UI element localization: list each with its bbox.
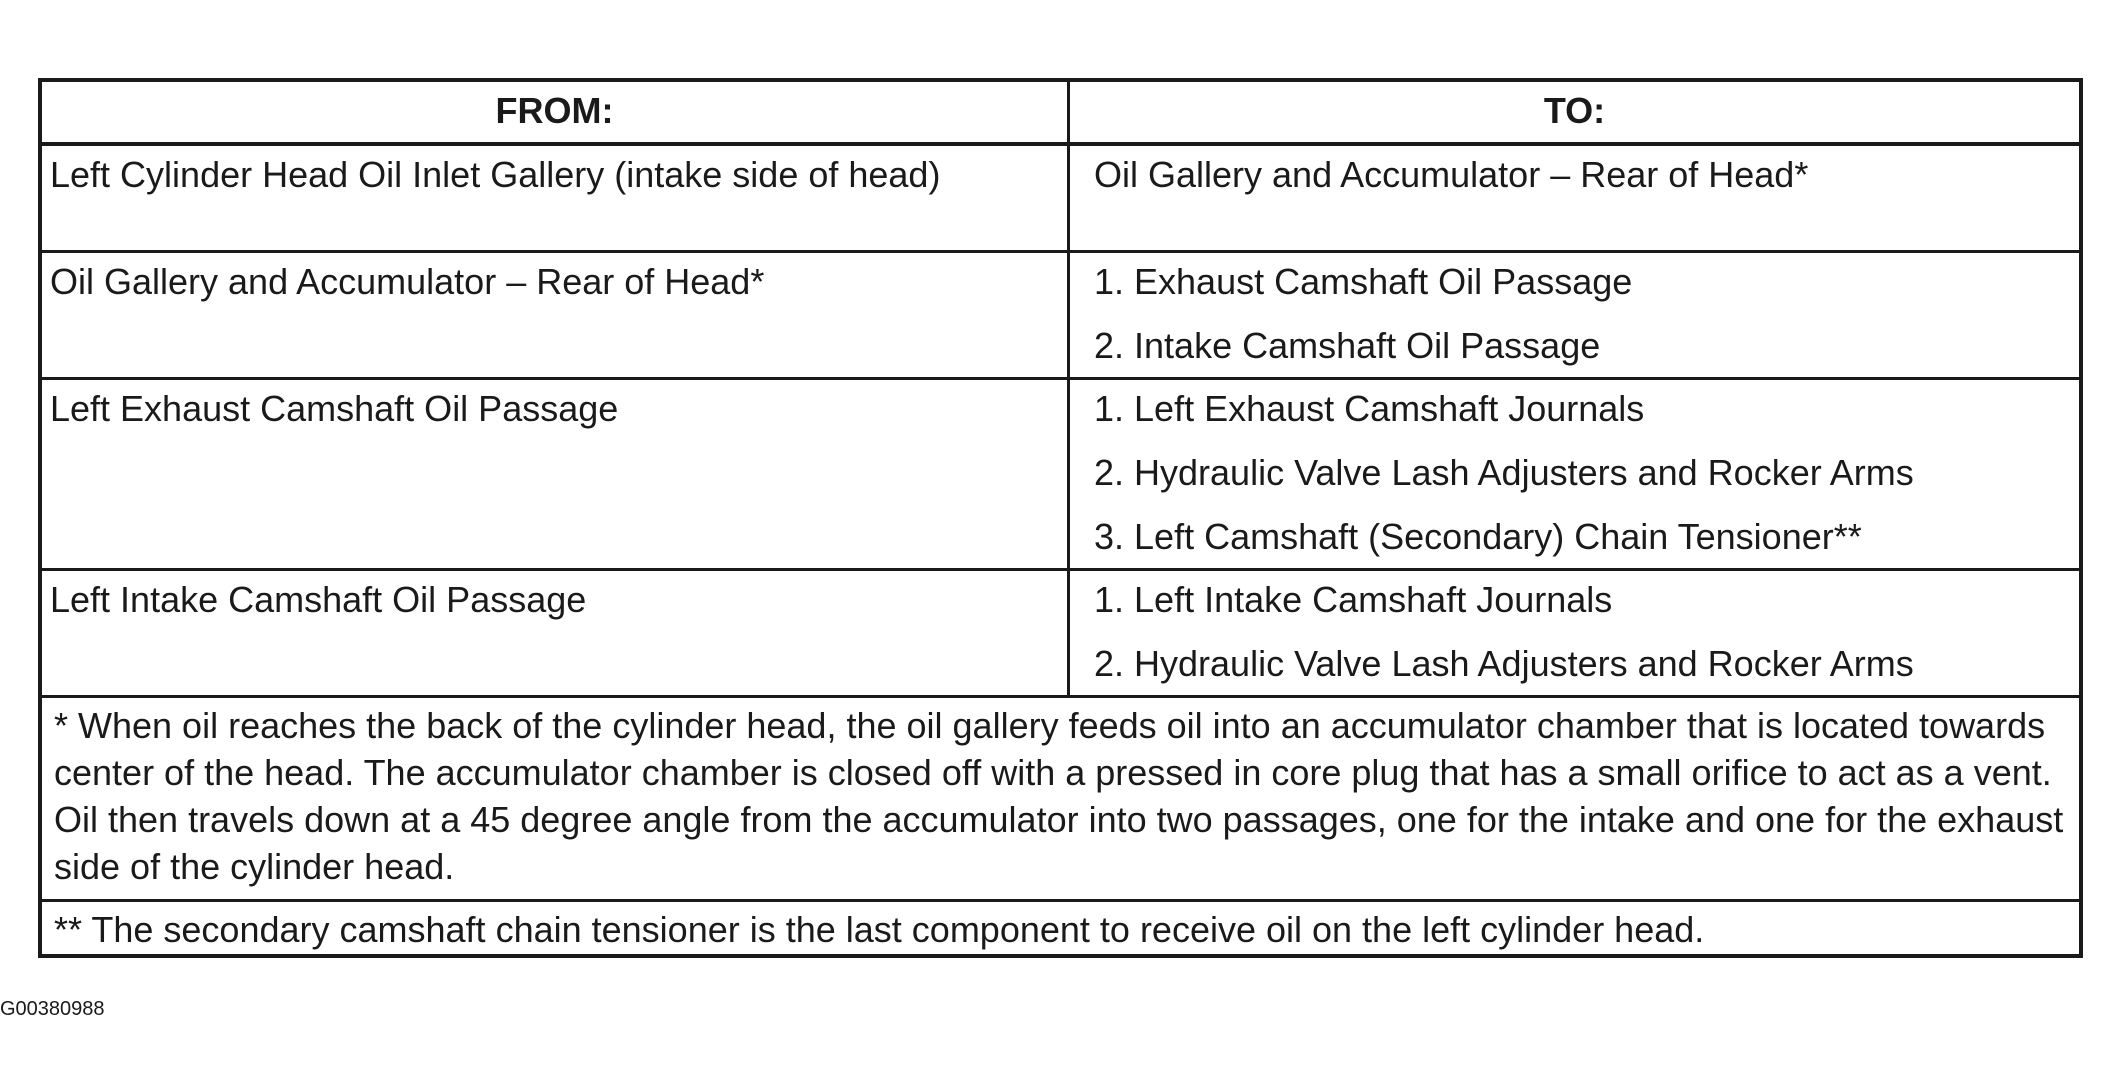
figure-id: G00380988 bbox=[0, 998, 105, 1020]
row-4-to bbox=[1070, 571, 2079, 698]
row-1-to bbox=[1070, 146, 2079, 253]
oil-flow-table bbox=[38, 78, 2083, 958]
row-2-from: Oil Gallery and Accumulator – Rear of Head* bbox=[42, 253, 1070, 380]
row-3-to-item-2: 2. Hydraulic Valve Lash Adjusters and Rocker Arms bbox=[1094, 452, 1914, 493]
row-4-to-item-1: 1. Left Intake Camshaft Journals bbox=[1094, 579, 1613, 620]
row-1-from: Left Cylinder Head Oil Inlet Gallery (intake side of head) bbox=[42, 146, 1070, 253]
row-2-to-item-2: 2. Intake Camshaft Oil Passage bbox=[1094, 325, 1601, 366]
row-3-to-item-1: 1. Left Exhaust Camshaft Journals bbox=[1094, 388, 1645, 429]
row-2-to-item-1: 1. Exhaust Camshaft Oil Passage bbox=[1094, 261, 1633, 302]
row-4-from: Left Intake Camshaft Oil Passage bbox=[42, 571, 1070, 698]
footnote-accumulator: * When oil reaches the back of the cylinder head, the oil gallery feeds oil into an accumulator chamber that is located towards center of the head. The accumulator chamber is closed off with a pressed in core plug that has a small orifice to act as a vent. Oil then travels down at a 45 degree angle from the accumulator into two passages, one for the intake and one for the exhaust side of the cylinder head. bbox=[42, 698, 2079, 902]
row-3-to bbox=[1070, 380, 2079, 571]
footnote-tensioner: ** The secondary camshaft chain tensioner is the last component to receive oil on the left cylinder head. bbox=[54, 909, 1705, 950]
row-1-to-item-1: Oil Gallery and Accumulator – Rear of Head* bbox=[1094, 154, 1809, 195]
header-to: TO: bbox=[1070, 82, 2079, 146]
row-4-to-item-2: 2. Hydraulic Valve Lash Adjusters and Rocker Arms bbox=[1094, 643, 1914, 684]
row-3-from: Left Exhaust Camshaft Oil Passage bbox=[42, 380, 1070, 571]
header-from: FROM: bbox=[42, 82, 1070, 146]
row-2-to bbox=[1070, 253, 2079, 380]
row-3-to-item-3: 3. Left Camshaft (Secondary) Chain Tensioner** bbox=[1094, 516, 1862, 557]
